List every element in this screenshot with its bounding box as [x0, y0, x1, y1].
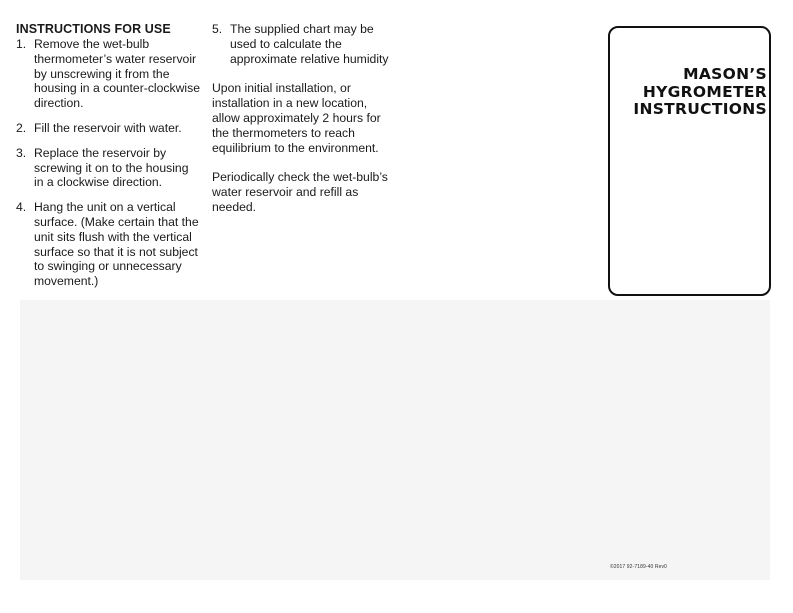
cover-title-line: HYGROMETER	[642, 82, 767, 101]
step-number: 1.	[16, 37, 27, 51]
instructions-column-middle	[212, 22, 392, 215]
instruction-step-3	[16, 146, 201, 190]
instructions-column-left	[16, 22, 201, 299]
cover-title-line: INSTRUCTIONS	[633, 100, 767, 118]
instructions-steps-list-continued	[212, 22, 392, 66]
instructions-heading: INSTRUCTIONS FOR USE	[16, 22, 171, 36]
show-through-background	[20, 300, 770, 580]
step-text: Remove the wet-bulb thermometer’s water reservoir by unscrewing it from the housing in a counter-clockwise direction.	[34, 37, 200, 111]
step-text: Replace the reservoir by screwing it on to the housing in a clockwise direction.	[34, 145, 189, 190]
step-text: Hang the unit on a vertical surface. (Make certain that the unit sits flush with the vertical surface so that it is not subject to swinging or unnecessary movement.)	[34, 200, 199, 289]
cover-title-box	[608, 26, 771, 296]
installation-paragraph: Upon initial installation, or installation in a new location, allow approximately 2 hours for the thermometers to reach equilibrium to the environment.	[212, 81, 381, 155]
instruction-step-4	[16, 200, 201, 289]
instruction-step-5	[212, 22, 392, 66]
cover-title-line: MASON’S	[683, 65, 767, 83]
footer-code: ©2017 92-7189-40 Rev0	[610, 564, 667, 570]
instruction-step-1	[16, 37, 201, 111]
cover-title	[633, 66, 767, 119]
step-number: 2.	[16, 120, 27, 135]
maintenance-paragraph: Periodically check the wet-bulb’s water reservoir and refill as needed.	[212, 170, 388, 214]
instructions-steps-list	[16, 37, 201, 289]
step-number: 4.	[16, 200, 27, 215]
step-text: The supplied chart may be used to calculate the approximate relative humidity	[230, 22, 389, 66]
step-text: Fill the reservoir with water.	[34, 120, 182, 135]
step-number: 5.	[212, 22, 223, 36]
instruction-step-2	[16, 121, 201, 136]
step-number: 3.	[16, 145, 27, 160]
